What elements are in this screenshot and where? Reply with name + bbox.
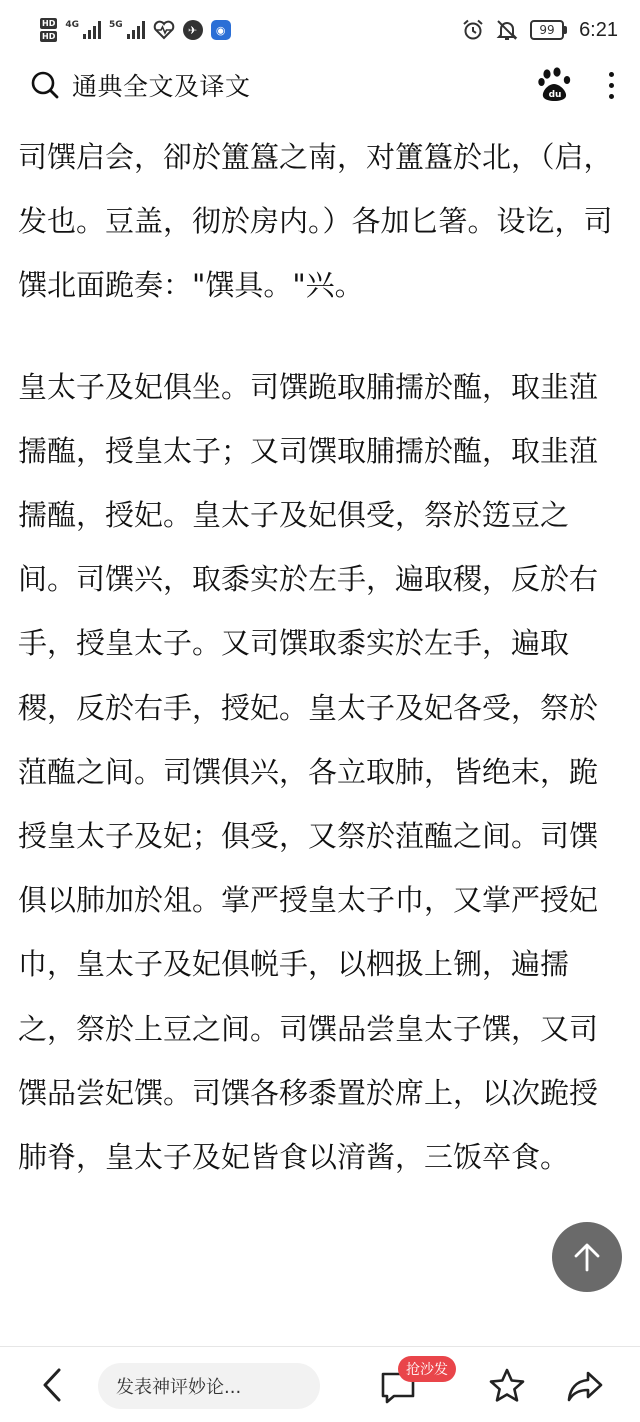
search-header	[0, 60, 640, 110]
more-vert-icon[interactable]	[606, 72, 616, 99]
mute-icon	[496, 19, 518, 41]
search-query-text[interactable]: 通典全文及译文	[72, 72, 251, 101]
lightbulb-icon: ◉	[211, 20, 231, 40]
article-body	[18, 125, 618, 1226]
search-icon[interactable]	[30, 70, 60, 100]
bottom-action-bar	[0, 1346, 640, 1422]
grab-sofa-badge[interactable]: 抢沙发	[398, 1356, 456, 1382]
heart-rate-icon	[153, 20, 175, 40]
baidu-paw-icon[interactable]	[538, 67, 572, 103]
article-paragraph: 司馔启会，卻於簠簋之南，对簠簋於北，（启，发也。豆盖，彻於房内。）各加匕箸。设讫，司馔北面跪奏："馔具。"兴。	[18, 140, 613, 303]
back-to-top-button[interactable]	[552, 1222, 622, 1292]
hd-badge-2: HD	[42, 32, 56, 41]
battery-level: 99	[539, 23, 555, 37]
comment-placeholder: 发表神评妙论...	[116, 1377, 242, 1398]
arrow-up-icon	[570, 1240, 604, 1274]
status-bar	[0, 0, 640, 60]
battery-indicator	[530, 20, 567, 40]
signal-bars-2-icon	[127, 21, 145, 39]
signal-bars-1-icon	[83, 21, 101, 39]
comment-input[interactable]	[98, 1363, 320, 1409]
share-icon[interactable]	[566, 1367, 604, 1405]
clock: 6:21	[579, 18, 618, 41]
network-type-2: 5G	[109, 20, 123, 30]
hd-badge-1: HD	[42, 19, 56, 28]
network-type-1: 4G	[65, 20, 79, 30]
alarm-icon	[462, 19, 484, 41]
back-arrow-icon	[41, 1367, 63, 1403]
hd-badges	[40, 18, 57, 42]
article-paragraph: 皇太子及妃俱坐。司馔跪取脯擩於醢，取韭菹擩醢，授皇太子；又司馔取脯擩於醢，取韭菹擩醢，授妃。皇太子及妃俱受，祭於笾豆之间。司馔兴，取黍实於左手，遍取稷，反於右手，授皇太子。又司馔取黍实於左手，遍取稷，反於右手，授妃。皇太子及妃各受，祭於菹醢之间。司馔俱兴，各立取肺，皆绝末，跪授皇太子及妃；俱受，又祭於菹醢之间。司馔俱以肺加於俎。掌严授皇太子巾，又掌严授妃巾，皇太子及妃俱帨手，以柶扱上铏，遍擩之，祭於上豆之间。司馔品尝皇太子馔，又司馔品尝妃馔。司馔各移黍置於席上，以次跪授肺脊，皇太子及妃皆食以湇酱，三饭卒食。	[18, 369, 599, 1175]
star-icon[interactable]	[488, 1367, 526, 1405]
back-button[interactable]	[36, 1367, 68, 1403]
svg-text:du: du	[548, 90, 562, 100]
vpn-icon: ✈	[183, 20, 203, 40]
